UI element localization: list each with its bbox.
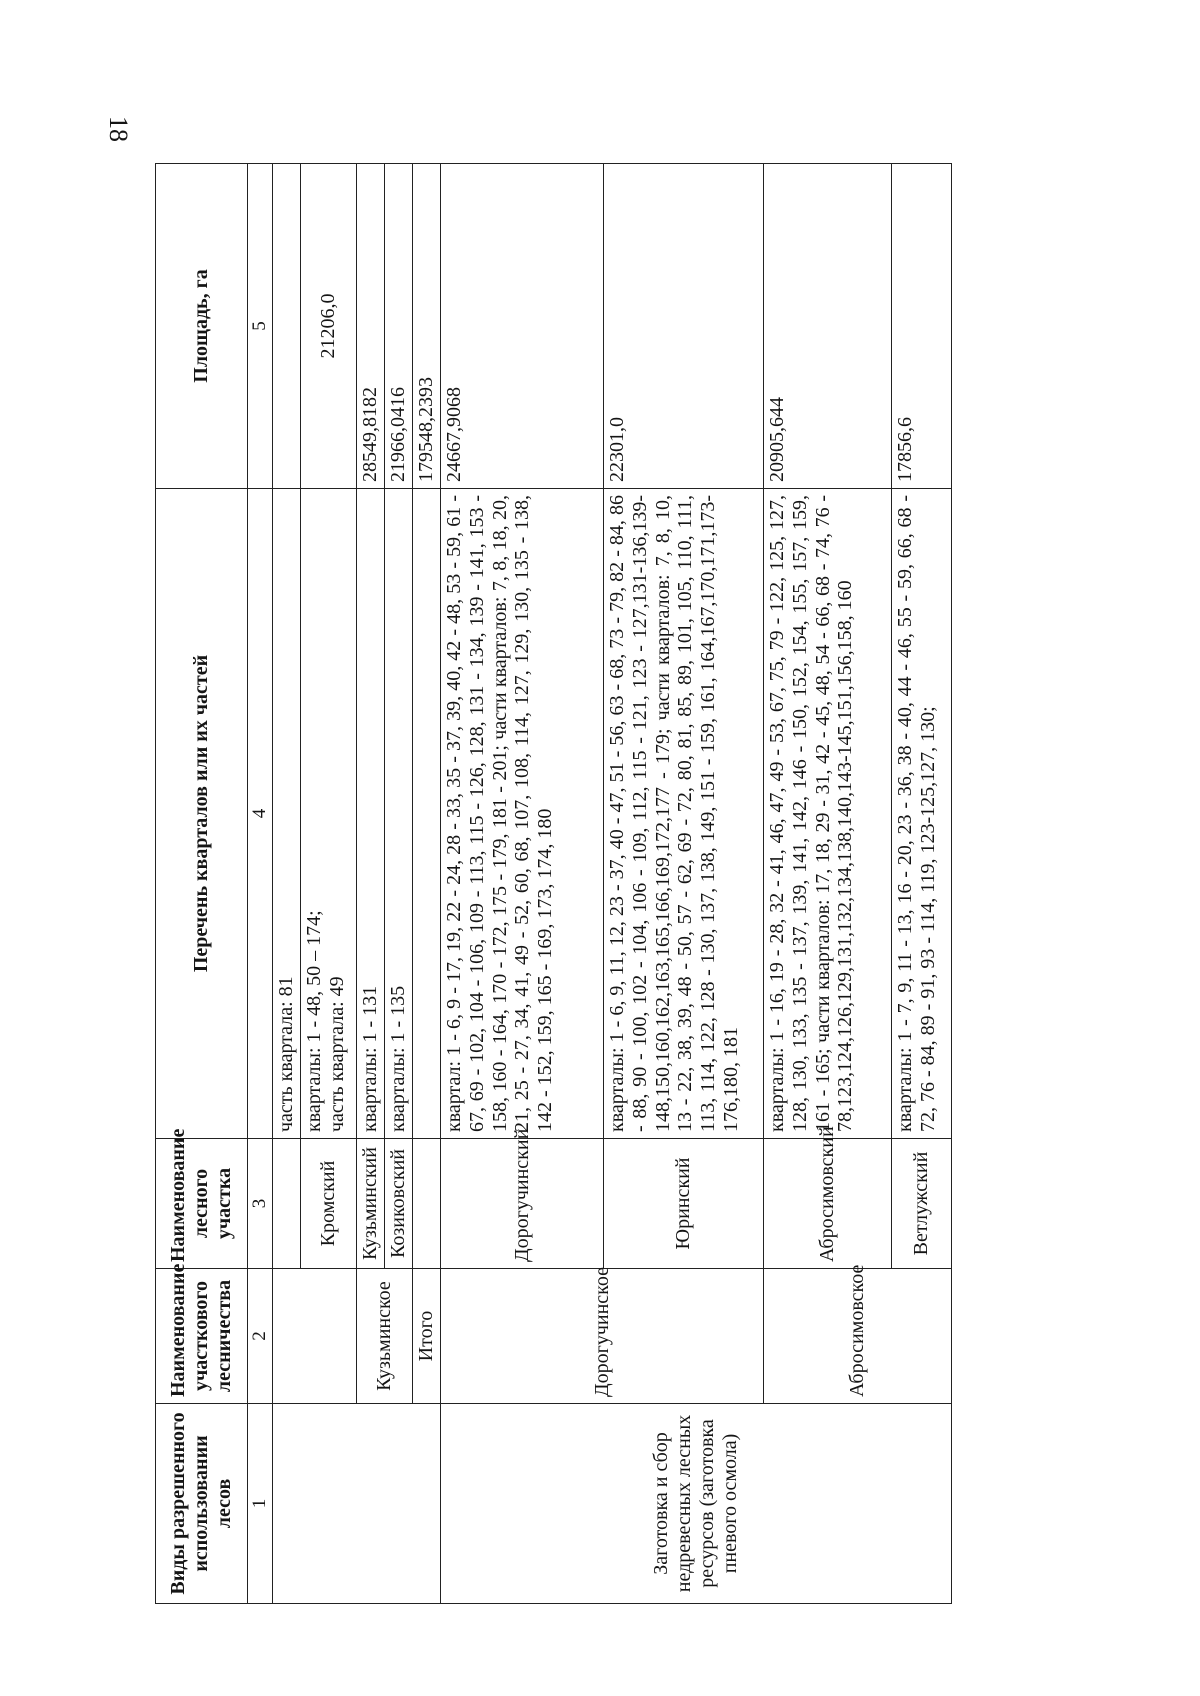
column-number: 3 [248, 1139, 273, 1269]
quarters-cell: часть квартала: 81 [273, 489, 301, 1139]
header-area: Площадь, га [156, 164, 248, 489]
quarters-cell: кварталы: 1 - 131 [357, 489, 385, 1139]
quarters-cell: кварталы: 1 - 135 [385, 489, 413, 1139]
quarters-cell: квартал: 1 - 6, 9 - 17, 19, 22 - 24, 28 - 33, 35 - 37, 39, 40, 42 - 48, 53 - 59, 61 - 67, 69 - 102, 104 - 106, 109 - 113, 115 - 126, 128, 131 - 134, 139 - 141, 153 - 158, 160 - 164, 170 - 172, 175 - 179, 181 - 201; части кварталов: 7, 8, 18, 20, 21, 25 - 27, 34, 41, 49 - 52, 60, 68, 107, 108, 114, 127, 129, 130, 135 - 138, 142 - 152, 159, 165 - 169, 173, 174, 180 [441, 489, 604, 1139]
header-quarters: Перечень кварталов или их частей [156, 489, 248, 1139]
total-label: Итого [413, 1269, 441, 1404]
quarters-cell: кварталы: 1 - 7, 9, 11 - 13, 16 - 20, 23 - 36, 38 - 40, 44 - 46, 55 - 59, 66, 68 - 72, 76 - 84, 89 - 91, 93 - 114, 119, 123-125,127, 130; [892, 489, 952, 1139]
area-kuzminsky: 28549,8182 [357, 164, 385, 489]
area-dorogichinsky: 24667,9068 [441, 164, 604, 489]
area-yurinsky: 22301,0 [604, 164, 764, 489]
page-number: 18 [104, 116, 133, 142]
area-cell-empty [273, 164, 301, 489]
forestry-name-abrosimovskoe: Абросимовское [764, 1269, 952, 1404]
column-number: 5 [248, 164, 273, 489]
usage-type-osmol: Заготовка и сбор недревесных лесных ресурсов (заготовка пневого осмола) [441, 1404, 952, 1604]
usage-type-cell-empty [385, 1404, 413, 1604]
plot-name-yurinsky: Юринский [604, 1139, 764, 1269]
area-vetluzhsky: 17856,6 [892, 164, 952, 489]
forestry-cell-empty [273, 1269, 357, 1404]
forestry-name-dorogichinskoe: Дорогучинское [441, 1269, 764, 1404]
header-plot: Наименование лесного участка [156, 1139, 248, 1269]
forest-quarters-table [155, 163, 952, 1604]
rotated-table-container [155, 164, 1005, 1604]
usage-type-cell-empty [273, 1404, 385, 1604]
usage-type-cell-empty [413, 1404, 441, 1604]
quarters-cell: кварталы: 1 - 16, 19 - 28, 32 - 41, 46, 47, 49 - 53, 67, 75, 79 - 122, 125, 127, 128, 130, 133, 135 - 137, 139, 141, 142, 146 - 150, 152, 154, 155, 157, 159, 161 - 165; части кварталов: 17, 18, 29 - 31, 42 - 45, 48, 54 - 66, 68 - 74, 76 - 78,123,124,126,129,131,132,134,138,140,143-145,151,156,158, 160 [764, 489, 892, 1139]
plot-name-abrosimovsky: Абросимовский [764, 1139, 892, 1269]
area-kozikovsky: 21966,0416 [385, 164, 413, 489]
area-abrosimovsky: 20905,644 [764, 164, 892, 489]
quarters-line: часть квартала: 49 [325, 976, 348, 1132]
plot-name-kuzminsky: Кузьминский [357, 1139, 385, 1269]
forestry-name-kuzminskoe: Кузьминское [357, 1269, 413, 1404]
plot-cell-empty [273, 1139, 301, 1269]
header-usage-type: Виды разрешенного использовании лесов [156, 1404, 248, 1604]
plot-name-vetluzhsky: Ветлужский [892, 1139, 952, 1269]
total-area: 179548,2393 [413, 164, 441, 489]
plot-name-kozikovsky: Козиковский [385, 1139, 413, 1269]
quarters-cell: кварталы: 1 - 6, 9, 11, 12, 23 - 37, 40 - 47, 51 - 56, 63 - 68, 73 - 79, 82 - 84, 86 - 88, 90 - 100, 102 - 104, 106 - 109, 112, 115 - 121, 123 - 127,131-136,139-148,150,160,162,163,165,166,169,172,177 - 179; части кварталов: 7, 8, 10, 13 - 22, 38, 39, 48 - 50, 57 - 62, 69 - 72, 80, 81, 85, 89, 101, 105, 110, 111, 113, 114, 122, 128 - 130, 137, 138, 149, 151 - 159, 161, 164,167,170,171,173-176,180, 181 [604, 489, 764, 1139]
plot-name-dorogichinsky: Дорогучинский [441, 1139, 604, 1269]
area-kromsky: 21206,0 [301, 164, 357, 489]
quarters-cell-empty [413, 489, 441, 1139]
plot-name-kromsky: Кромский [301, 1139, 357, 1269]
quarters-cell [301, 489, 357, 1139]
column-number: 4 [248, 489, 273, 1139]
column-number: 2 [248, 1269, 273, 1404]
plot-cell-empty [413, 1139, 441, 1269]
quarters-line: кварталы: 1 - 48, 50 – 174; [303, 910, 325, 1132]
column-number: 1 [248, 1404, 273, 1604]
header-forestry: Наименование участкового лесничества [156, 1269, 248, 1404]
